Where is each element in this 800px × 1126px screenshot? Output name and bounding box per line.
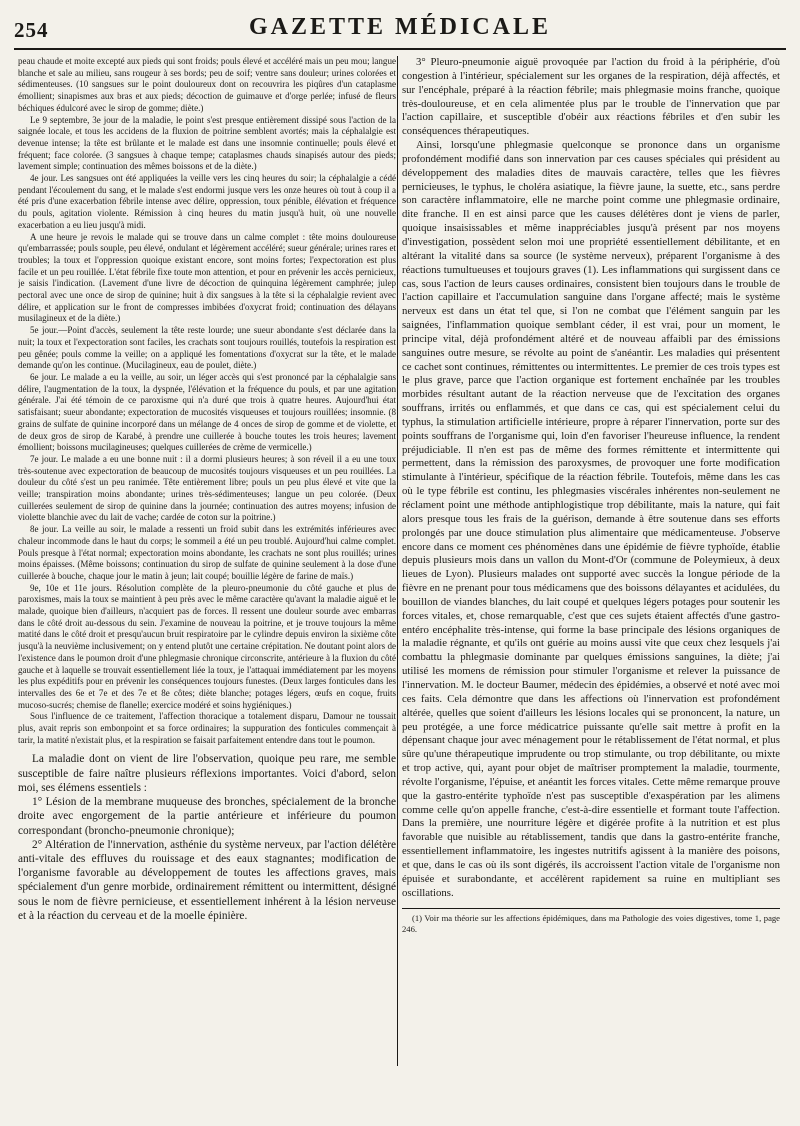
reflection-paragraph: 2° Altération de l'innervation, asthénie du système nerveux, par l'action délétère anti-vitale des effluves du rouissage et des eaux stagnantes; modification de l'organisme favorable au développement de toutes les affections graves, mais spécialement d'un genre morbide, ordinairement rémittent ou intermittent, désigné sous le nom de fièvre pernicieuse, et essentiellement inhérent à la lésion nerveuse et à la réaction du cerveau et de la moelle épinière. [18,838,396,922]
masthead-title: GAZETTE MÉDICALE [248,14,552,40]
body-paragraph: Ainsi, lorsqu'une phlegmasie quelconque se prononce dans un organisme profondément modifié dans son innervation par ces causes spéciales qui président au développement des maladies dites de mauvais caractère, telles que les fièvres pernicieuses, le typhus, le choléra asiatique, la fièvre jaune, la suette, etc., sans perdre son caractère inflammatoire, elle ne marche point comme une phlegmasie ordinaire, dite franche. Il en est ainsi parce que les causes délétères dont je viens de parler, quoique insaisissables et même inappréciables jusqu'à présent par nos moyens d'investigation, possèdent selon moi une propriété essentiellement débilitante, et en altérant la vitalité dans sa source (le système nerveux), préparent l'organisme à des réactions tumultueuses et toujours graves (1). Les inflammations qui surgissent dans ce cas, sous l'action de leurs causes ordinaires, consistent bien toujours dans le trouble de l'action capillaire et l'accumulation sanguine dans l'organe affecté; mais le système nerveux est dans un état tel que, si l'on ne combat que l'élément sanguin par les saignées, l'inflammation quoique semblant céder, il est vrai, pour un moment, le principe vital, déjà profondément altéré et de nouveau affaibli par des émissions sanguines outre mesure, se révolte au point de s'anéantir. Les maladies qui présentent ce cachet sont continues, rémittentes ou intermittentes. Le premier de ces trois types est le plus grave, parce que l'action organique est fortement enchaînée par les troubles morbides résultant autant de la réaction nerveuse que de l'excitation des organes souffrans, irrités ou enflammés, et que dans ce cas, qui est spécialement celui du typhus, la stimulation artificielle intérieure, propre à réparer l'innervation, porte sur des points souffrans de l'organisme qui, loin d'en favoriser l'heureuse influence, la rendent préjudiciable. Il n'en est pas de même des formes rémittente et intermittente qui permettent, dans la rémission des paroxysmes, de provoquer une forte modification stimulante à l'intérieur, spécifique de la réaction fébrile. Toutefois, même dans les cas où le type fébrile est continu, les phlegmasies viscérales inhérentes non-seulement ne réclament point une méthode antiphlogistique trop débilitante, mais la nature, qui fait alors presque tous les frais de la guérison, demande à être soutenue dans ses efforts prolongés par une douce stimulation plus alimentaire que médicamenteuse. J'observe encore dans ce moment ces phénomènes dans une épidémie de fièvre typhoïde, établie depuis plusieurs mois dans un vallon du Mont-d'Or (commune de Poleymieux, à deux lieues de Lyon). Plusieurs malades ont supporté avec succès la longue période de la fièvre en ne prenant pour tous médicamens que des boissons délayantes et acidulées, du bouillon de viandes blanches, du lait coupé et quelques légers potages pour soutenir les forces vitales, et, chose remarquable, c'est que ces sujets étaient affectés d'une gastro-entéro encéphalite très-intense, qui forme la base principale des lésions organiques de la maladie régnante, et qu'ils ont guérie au moins aussi vite que ceux chez lesquels j'ai combattu la phlegmasie dominante par quelques émissions sanguines, la diète; j'ai utilisé les momens de rémission pour stimuler l'organisme et relever la puissance de l'innervation. M. le docteur Baumer, médecin des épidémies, a observé et noté avec moi ces faits. Cela démontre que dans les affections où l'innervation est profondément altérée, quelles que soient d'ailleurs les lésions locales qui se prononcent, la nature, un peu protégée, a une force médicatrice puissante qu'elle sait mettre à profit en la dépensant chaque jour avec ménagement pour le rétablissement de l'état normal, et plus sûre qu'une thérapeutique imprudente ou trop stimulante, ou trop débilitante, ou mixte et trop active, qui, ayant pour objet de maîtriser promptement la maladie, tourmente, révolte l'organisme, l'épuise, et anéantit les forces vitales. Cette même remarque prouve que la gastro-entérite typhoïde n'est pas susceptible d'exaspération par les alimens comme celle qu'on appelle franche, c'est-à-dire essentielle et formant toute l'affection. Dans la première, une nourriture légère et digérée profite à la nutrition et est plus favorable que nuisible au rétablissement, tandis que dans la gastro-entérite franche, essentiellement inflammatoire, les ingestes nutritifs agissent à la manière des poisons, et que, dans le cas où ils sont digérés, ils accroissent l'action vitale de l'organisme non épuisée et surabondante, et accélèrent rapidement sa ruine en multipliant ses oscillations. [402,139,780,899]
case-paragraph: 9e, 10e et 11e jours. Résolution complète de la pleuro-pneumonie du côté gauche et plus de paroxismes, mais la toux se maintient à peu près avec le même caractère qu'avant la maladie aiguë et le malade, quoique bien d'ailleurs, n'acquiert pas de forces. Il ressent une douleur sourde avec embarras dans le côté droit au-dessous du sein. J'examine de nouveau la poitrine, et je trouve toujours la même matité dans le côté droit et presqu'aucun bruit respiratoire par le cylindre depuis environ la sixième côte jusqu'à la neuvième inclusivement; on y entend plutôt une certaine crépitation. Ne doutant point alors de l'existence dans le poumon droit d'une phlegmasie chronique circonscrite, antérieure à la fluxion du côté gauche et à laquelle se trouvait essentiellement liée la toux, je l'attaquai immédiatement par les moyens les plus expéditifs pour en prévenir les conséquences toujours funestes. (Deux larges fonticules dans les intervalles des 6e et 7e et des 7e et 8e côtes; diète blanche; potages légers, œufs en coque, fruits mucoso-sucrés; chemise de flanelle; exercice modéré et soins hygiéniques.) [18,582,396,710]
page-header [14,14,786,50]
column-divider [397,56,398,1066]
case-paragraph: 5e jour.—Point d'accès, seulement la tête reste lourde; une sueur abondante s'est déclarée dans la nuit; la toux et l'expectoration sont faciles, les crachats sont toujours rouillés, toutefois la respiration est peu gênée; pouls comme la veille; on a appliqué les fomentations d'oxycrat sur la tête, et le malade demande qu'on les continue. (Mucilagineux, eau de poulet, diète.) [18,325,396,371]
right-column [402,56,780,1116]
footnote: (1) Voir ma théorie sur les affections épidémiques, dans ma Pathologie des voies digestives, tome 1, page 246. [402,913,780,935]
reflection-paragraph: 1° Lésion de la membrane muqueuse des bronches, spécialement de la bronche droite avec engorgement de la partie antérieure et inférieure du poumon correspondant (broncho-pneumonie chronique); [18,796,396,837]
case-paragraph: Sous l'influence de ce traitement, l'affection thoracique a totalement disparu, Damour ne toussait plus, avait repris son embonpoint et sa force ordinaires; la suppuration des fonticules commençait à tarir, la matité n'existait plus, et la respiration se faisait parfaitement entendre dans tout le poumon. [18,711,396,745]
case-paragraph: 4e jour. Les sangsues ont été appliquées la veille vers les cinq heures du soir; la céphalalgie a cédé pendant l'écoulement du sang, et le malade s'est endormi jusque vers les onze heures où tout à coup il a été pris d'une exacerbation fébrile intense avec délire, oppression, toux pénible, élévation et fréquence du pouls, agitation violente. Rémission à cinq heures du matin jusqu'à huit, où une nouvelle exacerbation a eu lieu jusqu'à midi. [18,173,396,230]
reflections [18,752,396,922]
page-number: 254 [14,18,49,42]
case-paragraph: 7e jour. Le malade a eu une bonne nuit : il a dormi plusieurs heures; à son réveil il a eu une toux très-soutenue avec expectoration de beaucoup de mucosités toujours visqueuses et un peu rouillées. La douleur du côté s'est un peu ranimée. Tête entièrement libre; pouls un peu plus élevé et vite que la veille; transpiration moins abondante; urines très-sédimenteuses; langue un peu colorée. (Deux cuillerées seulement de sirop de quinine dans la journée; continuation des autres moyens; infusion de violette blanchie avec du lait de vache; cardée de coton sur la poitrine.) [18,453,396,523]
reflection-paragraph: La maladie dont on vient de lire l'observation, quoique peu rare, me semble susceptible de faire naître plusieurs réflexions importantes. Voici d'abord, selon moi, ses élémens essentiels : [18,753,396,794]
case-paragraph: A une heure je revois le malade qui se trouve dans un calme complet : tête moins douloureuse qu'embarrassée; pouls souple, peu élevé, ondulant et légèrement accéléré; sueur générale; urines rares et troubles; la toux et l'oppression quoique existant encore, sont moins fortes; l'expectoration est plus facile et un peu rouillée. L'état fébrile fixe toute mon attention, et pour en prévenir les accès pernicieux, je saisis l'indication. (Lavement d'une livre de décoction de quinquina légèrement camphrée; julep pectoral avec une once de sirop de quinine; huit à dix sangsues à la tête si la céphalalgie revient avec délire, et application sur le front de compresses imbibées d'oxycrat froid; continuation des délayans musilagineux et de la diète.) [18,231,396,324]
case-paragraph: peau chaude et moite excepté aux pieds qui sont froids; pouls élevé et accéléré mais un peu mou; langue blanche et sale au milieu, sans rougeur à ses bords; peu de soif; ventre sans douleur; urines colorées et sédimenteuses. (10 sangsues sur le point douloureux dont on recouvrira les piqûres d'un cataplasme émollient; sinapismes aux bras et aux pieds; décoction de guimauve et d'orge perlée; infusé de fleurs béchiques édulcoré avec le sirop de gomme; diète.) [18,56,396,113]
body-paragraph: 3° Pleuro-pneumonie aiguë provoquée par l'action du froid à la périphérie, d'où congestion à l'intérieur, spécialement sur les organes de la respiration, déjà affectés, et sur l'encéphale, préparé à la réaction fébrile; mais phlegmasie moins franche, quoique très-douloureuse, et en cela alimentée plus par le trouble de l'innervation que par l'action capillaire, et susceptible d'obéir aux réactions fébriles et d'en subir les conséquences thérapeutiques. [402,56,780,138]
left-column [18,56,396,1116]
case-paragraph: 8e jour. La veille au soir, le malade a ressenti un froid subit dans les extrémités inférieures avec chaleur incommode dans le haut du corps; le sommeil a été un peu troublé. Aujourd'hui calme complet. Pouls presque à l'état normal; expectoration moins abondante, les crachats ne sont plus rouillés; urines moins épaisses. (Même boissons; continuation du sirop de sulfate de quinine seulement à la dose d'une cuillerée à bouche, chaque jour le matin à jeun; lait coupé; bouillie légère de farine de maïs.) [18,524,396,581]
case-observation [18,56,396,746]
case-paragraph: 6e jour. Le malade a eu la veille, au soir, un léger accès qui s'est prononcé par la céphalalgie sans délire, l'augmentation de la toux, la dyspnée, l'élévation et la fréquence du pouls, et par une agitation générale. J'ai été témoin de ce paroxisme qui n'a duré que trois à quatre heures. Aujourd'hui état satisfaisant; sueur abondante; expectoration de mucosités visqueuses et toujours rouillées; insomnie. (8 grains de sulfate de quinine incorporé dans un mélange de 4 onces de sirop de gomme et de violette, et de deux gros de sirop de Karabé, à prendre une cuillerée à bouche toutes les trois heures; lavement émollient; boissons mucilagineuses; quelques cuillerées de crème de vermicelle.) [18,371,396,453]
footnote-divider [402,908,780,909]
case-paragraph: Le 9 septembre, 3e jour de la maladie, le point s'est presque entièrement dissipé sous l'action de la saignée locale, et tous les accidens de la fluxion de poitrine semblent avortés; mais la céphalalgie est devenue intense; la tête est brûlante et le malade est dans une insomnie continuelle; pouls élevé et fréquent; face colorée. (3 sangsues à chaque tempe; cataplasmes chauds sinapisés autour des pieds; lavement simple; continuation des mêmes boissons et de la diète.) [18,114,396,172]
